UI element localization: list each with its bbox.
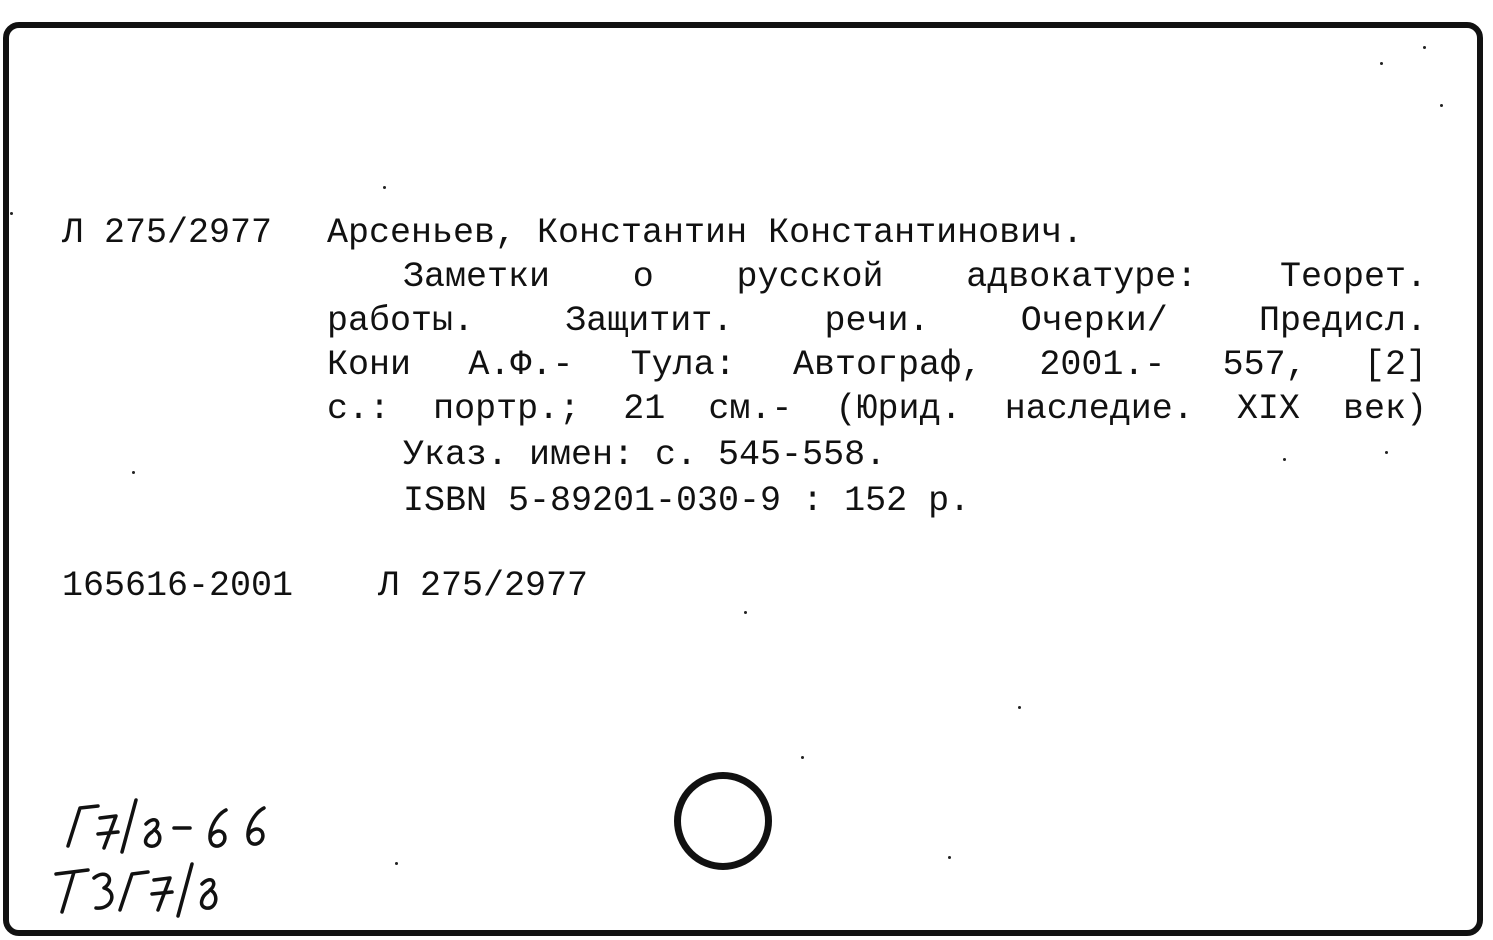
footer-call-number: Л 275/2977	[378, 566, 589, 606]
scan-speck	[132, 471, 135, 474]
isbn-line: ISBN 5-89201-030-9 : 152 р.	[403, 481, 971, 521]
scan-speck	[1440, 104, 1443, 107]
scan-speck	[383, 186, 386, 189]
scan-speck	[395, 862, 398, 865]
handwritten-notes	[50, 788, 320, 933]
title-line-3: Кони А.Ф.- Тула: Автограф, 2001.- 557, [2]	[327, 345, 1427, 385]
title-line-4: с.: портр.; 21 см.- (Юрид. наследие. XIX век)	[327, 389, 1427, 429]
scan-speck	[1385, 451, 1388, 454]
punch-hole	[674, 772, 772, 870]
title-line-1: Заметки о русской адвокатуре: Теорет.	[403, 257, 1427, 297]
scan-speck	[744, 611, 747, 614]
author-heading: Арсеньев, Константин Константинович.	[327, 213, 1084, 253]
index-note: Указ. имен: с. 545-558.	[403, 435, 887, 475]
accession-number: 165616-2001	[62, 566, 294, 606]
scan-speck	[948, 856, 951, 859]
title-line-2: работы. Защитит. речи. Очерки/ Предисл.	[327, 301, 1427, 341]
scan-speck	[1283, 458, 1286, 461]
scan-speck	[1423, 46, 1426, 49]
scan-speck	[10, 212, 13, 215]
scan-speck	[801, 756, 804, 759]
scan-speck	[1380, 62, 1383, 65]
call-number: Л 275/2977	[62, 213, 273, 253]
handwritten-notes-image	[50, 788, 320, 928]
scan-speck	[1018, 706, 1021, 709]
